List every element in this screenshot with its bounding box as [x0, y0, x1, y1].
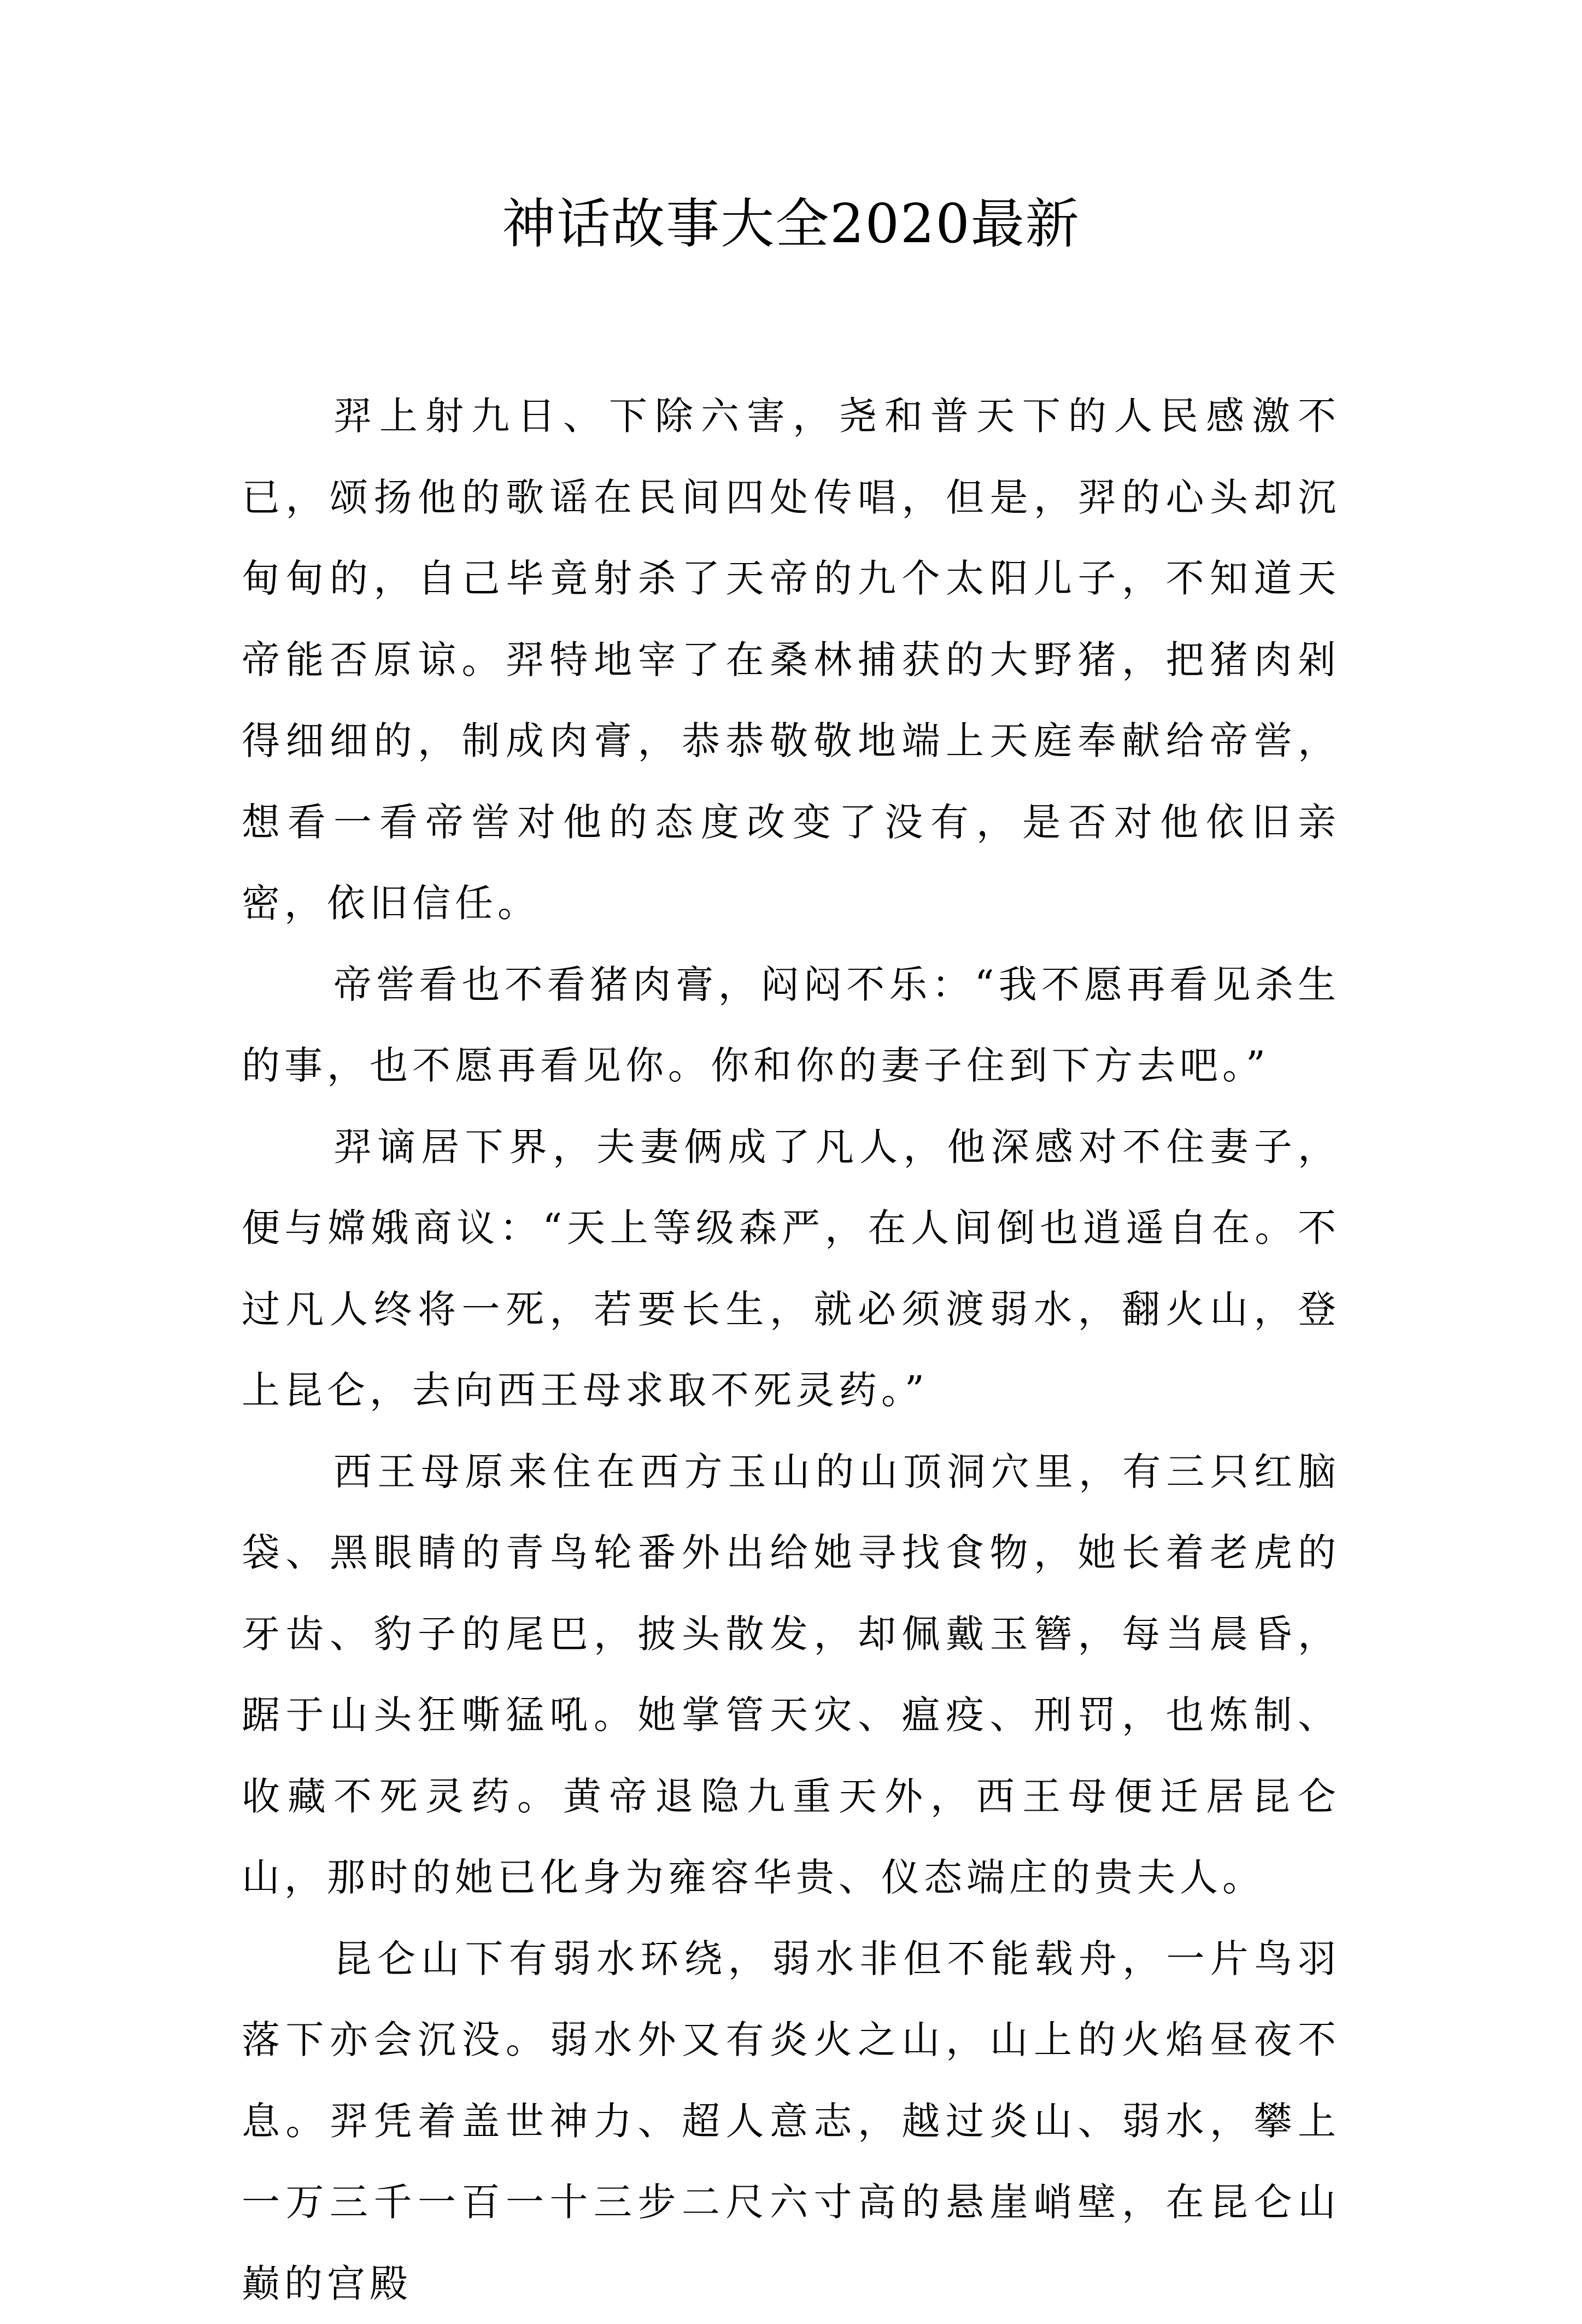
paragraph-4: 西王母原来住在西方玉山的山顶洞穴里，有三只红脑袋、黑眼睛的青鸟轮番外出给她寻找食物，她长着老虎的牙齿、豹子的尾巴，披头散发，却佩戴玉簪，每当晨昏，踞于山头狂嘶猛吼。她掌管天灾、瘟疫、刑罚，也炼制、收藏不死灵药。黄帝退隐九重天外，西王母便迁居昆仑山，那时的她已化身为雍容华贵、仪态端庄的贵夫人。 — [242, 1431, 1340, 1918]
paragraph-2: 帝喾看也不看猪肉膏，闷闷不乐：“我不愿再看见杀生的事，也不愿再看见你。你和你的妻子住到下方去吧。” — [242, 944, 1340, 1107]
document-title: 神话故事大全2020最新 — [0, 186, 1582, 262]
paragraph-1: 羿上射九日、下除六害，尧和普天下的人民感激不已，颂扬他的歌谣在民间四处传唱，但是，羿的心头却沉甸甸的，自己毕竟射杀了天帝的九个太阳儿子，不知道天帝能否原谅。羿特地宰了在桑林捕获的大野猪，把猪肉剁得细细的，制成肉膏，恭恭敬敬地端上天庭奉献给帝喾，想看一看帝喾对他的态度改变了没有，是否对他依旧亲密，依旧信任。 — [242, 376, 1340, 944]
document-body — [242, 376, 1340, 2324]
paragraph-5: 昆仑山下有弱水环绕，弱水非但不能载舟，一片鸟羽落下亦会沉没。弱水外又有炎火之山，山上的火焰昼夜不息。羿凭着盖世神力、超人意志，越过炎山、弱水，攀上一万三千一百一十三步二尺六寸高的悬崖峭壁，在昆仑山巅的宫殿 — [242, 1918, 1340, 2324]
paragraph-3: 羿谪居下界，夫妻俩成了凡人，他深感对不住妻子，便与嫦娥商议：“天上等级森严，在人间倒也逍遥自在。不过凡人终将一死，若要长生，就必须渡弱水，翻火山，登上昆仑，去向西王母求取不死灵药。” — [242, 1107, 1340, 1431]
